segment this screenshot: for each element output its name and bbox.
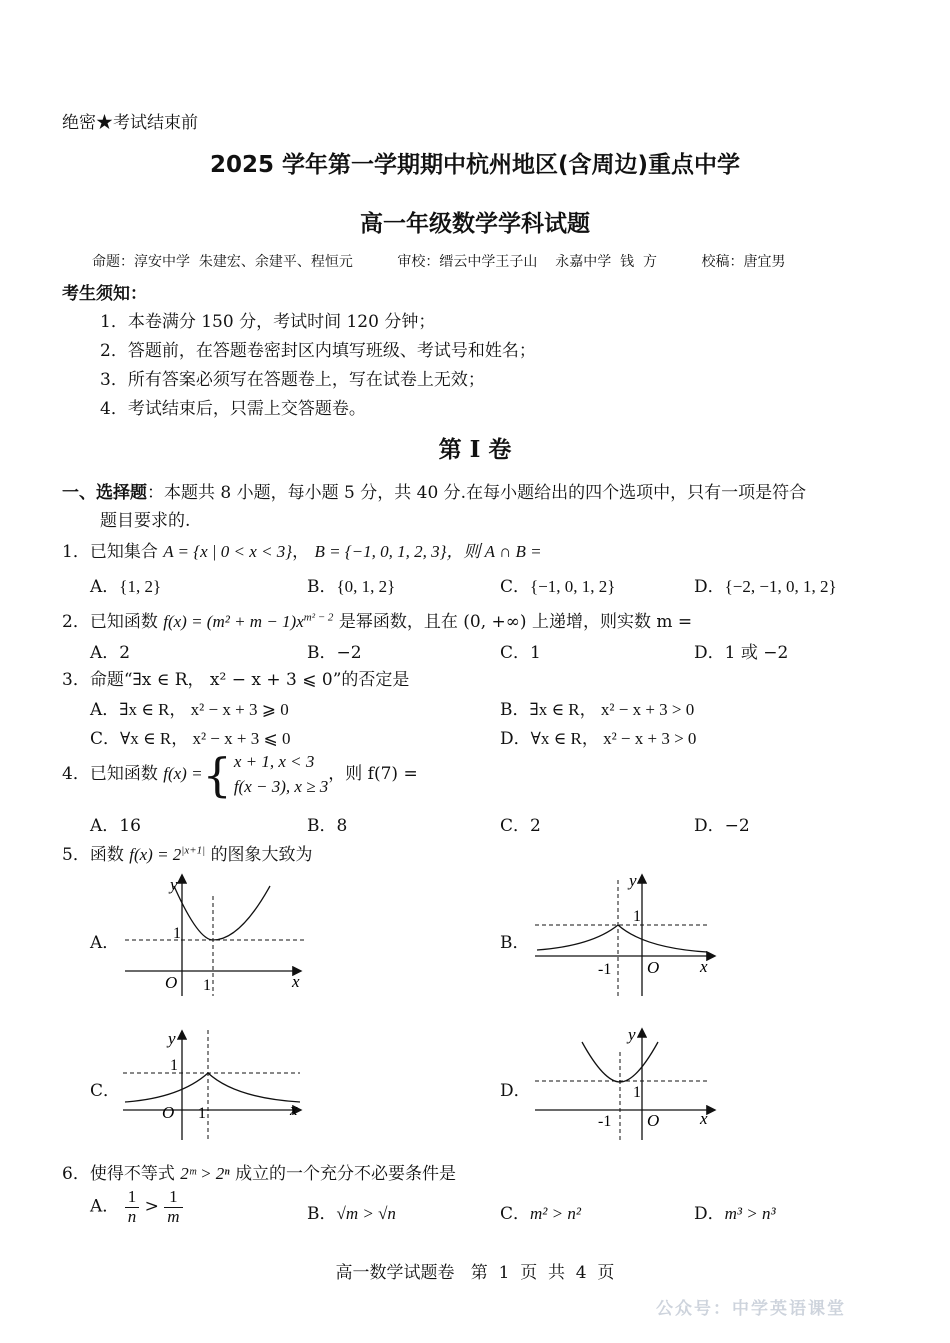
- q2-option-a-text: 2: [119, 643, 131, 663]
- fraction-left: [125, 1188, 140, 1226]
- question-4-number: 4．: [62, 764, 90, 785]
- q3-option-d[interactable]: [500, 724, 696, 749]
- q6-option-a[interactable]: [90, 1188, 183, 1226]
- question-4-stem: [62, 747, 418, 802]
- q6-option-b-text: √m > √n: [336, 1204, 396, 1223]
- q2-option-c-label: C．: [500, 643, 531, 663]
- question-2-func: f(x) = (m² + m − 1)x: [163, 612, 304, 631]
- section-1-line1: [62, 478, 806, 503]
- q3-option-c-label: C．: [90, 729, 121, 749]
- q1-option-b[interactable]: [307, 572, 395, 597]
- question-4-case-2: f(x − 3), x ≥ 3: [233, 776, 329, 796]
- question-4-case-1: x + 1, x < 3: [233, 752, 315, 771]
- q4-option-c-label: C．: [500, 816, 531, 836]
- q2-option-a-label: A．: [90, 643, 120, 663]
- curve: [125, 1073, 300, 1102]
- fraction-left-num: 1: [125, 1188, 140, 1208]
- origin-label: O: [647, 1111, 660, 1130]
- y-label: y: [168, 1029, 176, 1048]
- q1-option-c-text: {−1, 0, 1, 2}: [530, 577, 616, 596]
- q3-option-c[interactable]: [90, 724, 290, 749]
- y-label: y: [628, 1025, 636, 1044]
- question-4-text: 已知函数: [89, 764, 158, 785]
- q2-option-c[interactable]: [500, 638, 541, 663]
- notice-item-3: 3．所有答案必须写在答题卷上，写在试卷上无效；: [100, 370, 485, 390]
- q1-option-d-label: D．: [694, 577, 725, 597]
- q1-option-c[interactable]: [500, 572, 615, 597]
- one-x-label: 1: [203, 977, 211, 994]
- q5-graph-c: [120, 1022, 310, 1144]
- q4-option-b-text: 8: [336, 816, 348, 836]
- q1-option-c-label: C．: [500, 577, 531, 597]
- origin-label: O: [165, 973, 178, 992]
- q5-option-a[interactable]: A．: [90, 933, 120, 953]
- one-label: 1: [633, 908, 641, 925]
- notice-item-1: 1．本卷满分 150 分，考试时间 120 分钟；: [100, 312, 436, 332]
- fraction-left-den: n: [127, 1206, 137, 1226]
- q1-option-b-text: {0, 1, 2}: [336, 577, 396, 596]
- q1-option-a[interactable]: [90, 572, 161, 597]
- question-5-text: 函数: [89, 845, 124, 865]
- question-1-stem: 1．已知集合 A = {x | 0 < x < 3}， B = {−1, 0, 1, 2, 3}，则 A ∩ B =: [62, 542, 542, 562]
- question-5-exp: |x+1|: [181, 844, 206, 857]
- q4-option-d-text: −2: [724, 816, 750, 836]
- question-2-number: 2．: [62, 612, 90, 632]
- volume-title: 第 I 卷: [438, 436, 512, 463]
- question-4-cases: [234, 750, 328, 799]
- q3-option-d-label: D．: [500, 729, 531, 749]
- q1-option-d[interactable]: [694, 572, 837, 597]
- q3-option-d-text: ∀x ∈ R， x² − x + 3 > 0: [530, 729, 697, 748]
- curve: [537, 925, 707, 952]
- q5-option-d[interactable]: D．: [500, 1081, 531, 1101]
- q4-option-a-text: 16: [119, 816, 141, 836]
- q4-option-c[interactable]: [500, 811, 541, 836]
- q4-option-a[interactable]: [90, 811, 141, 836]
- page-footer: 高一数学试题卷 第 1 页 共 4 页: [335, 1263, 615, 1283]
- q3-option-a-label: A．: [90, 700, 120, 720]
- q6-option-d[interactable]: [694, 1199, 776, 1224]
- x-label: x: [292, 972, 300, 991]
- notice-item-2: 2．答题前，在答题卷密封区内填写班级、考试号和姓名；: [100, 341, 536, 361]
- question-5-stem: [62, 840, 313, 865]
- q5-option-b[interactable]: B．: [500, 933, 530, 953]
- credits-line: 命题：淳安中学 朱建宏、余建平、程恒元 审校：缙云中学王子山 永嘉中学 钱 方 校稿：唐宜男: [92, 254, 786, 270]
- q2-option-a[interactable]: [90, 638, 130, 663]
- q3-option-c-text: ∀x ∈ R， x² − x + 3 ⩽ 0: [120, 729, 291, 748]
- q1-option-b-label: B．: [307, 577, 337, 597]
- q6-option-d-text: m³ > n³: [724, 1204, 776, 1223]
- question-6-tail: 成立的一个充分不必要条件是: [235, 1164, 457, 1184]
- origin-label: O: [647, 958, 660, 977]
- one-label: 1: [633, 1084, 641, 1101]
- question-4-lhs: f(x) =: [163, 764, 203, 784]
- question-1-number: 1．: [62, 542, 90, 562]
- neg-one-label: -1: [598, 1113, 612, 1130]
- notice-item-4: 4．考试结束后，只需上交答题卷。: [100, 399, 366, 419]
- q4-option-b-label: B．: [307, 816, 337, 836]
- fraction-right: [164, 1188, 182, 1226]
- q3-option-a[interactable]: [90, 695, 289, 720]
- q3-option-b-label: B．: [500, 700, 530, 720]
- x-label: x: [290, 1100, 298, 1119]
- question-5-tail: 的图象大致为: [210, 845, 313, 865]
- curve: [174, 886, 270, 940]
- q1-option-a-label: A．: [90, 577, 120, 597]
- origin-label: O: [162, 1103, 175, 1122]
- q6-option-c-label: C．: [500, 1204, 531, 1224]
- question-2-exp: m² − 2: [303, 611, 334, 624]
- watermark: 公众号：中学英语课堂: [656, 1299, 846, 1319]
- q2-option-b[interactable]: [307, 638, 362, 663]
- question-1-tail: ，则 A ∩ B =: [446, 542, 542, 561]
- question-1-text: 已知集合: [89, 542, 158, 562]
- q4-option-b[interactable]: [307, 811, 347, 836]
- secret-label: 绝密★考试结束前: [62, 113, 198, 133]
- question-6-number: 6．: [62, 1164, 90, 1184]
- q5-option-c[interactable]: C．: [90, 1081, 121, 1101]
- q2-option-b-label: B．: [307, 643, 337, 663]
- q3-option-b[interactable]: [500, 695, 694, 720]
- q2-option-d-text: 1 或 −2: [724, 643, 789, 663]
- q2-option-b-text: −2: [336, 643, 362, 663]
- question-3-stem: [62, 665, 409, 690]
- section-1-label: 一、选择题: [62, 483, 147, 503]
- q4-option-a-label: A．: [90, 816, 120, 836]
- question-2-stem: [62, 607, 692, 632]
- question-4-tail: ，则 f(7) =: [328, 764, 418, 785]
- notice-heading: 考生须知：: [62, 284, 147, 304]
- question-2-text: 已知函数: [89, 612, 158, 632]
- fraction-right-num: 1: [164, 1188, 182, 1208]
- y-label: y: [170, 875, 178, 894]
- q1-option-a-text: {1, 2}: [119, 577, 162, 596]
- question-1-set-b: B = {−1, 0, 1, 2, 3}: [314, 542, 447, 561]
- q4-option-d-label: D．: [694, 816, 725, 836]
- exam-subtitle: 高一年级数学学科试题: [360, 211, 590, 237]
- fraction-right-den: m: [167, 1206, 180, 1226]
- question-4-brace: {: [202, 747, 232, 802]
- x-label: x: [700, 957, 708, 976]
- question-3-number: 3．: [62, 670, 90, 690]
- question-6-text: 使得不等式: [89, 1164, 175, 1184]
- question-6-stem: [62, 1159, 456, 1184]
- q2-option-c-text: 1: [530, 643, 541, 663]
- y-label: y: [629, 871, 637, 890]
- q3-option-b-text: ∃x ∈ R， x² − x + 3 > 0: [529, 700, 695, 719]
- q5-graph-d: [532, 1022, 722, 1144]
- question-3-text: 命题“∃x ∈ R， x² − x + 3 ⩽ 0”的否定是: [89, 670, 410, 690]
- exam-title: 2025 学年第一学期期中杭州地区(含周边)重点中学: [209, 152, 741, 178]
- q4-option-c-text: 2: [530, 816, 541, 836]
- section-1-line2: 题目要求的.: [100, 511, 191, 531]
- q4-option-d[interactable]: [694, 811, 750, 836]
- question-5-func: f(x) = 2: [129, 845, 182, 864]
- q5-graph-a: [120, 868, 310, 1000]
- question-2-tail: 是幂函数，且在 (0, +∞) 上递增，则实数 m =: [338, 612, 693, 632]
- q1-option-d-text: {−2, −1, 0, 1, 2}: [724, 577, 837, 596]
- q6-option-d-label: D．: [694, 1204, 725, 1224]
- one-label: 1: [170, 1057, 178, 1074]
- greater-than: >: [144, 1196, 159, 1217]
- neg-one-label: -1: [598, 961, 612, 978]
- question-6-inequality: 2ᵐ > 2ⁿ: [180, 1164, 230, 1183]
- one-label: 1: [173, 925, 181, 942]
- q2-option-d-label: D．: [694, 643, 725, 663]
- q6-option-c[interactable]: [500, 1199, 581, 1224]
- q6-option-a-label: A．: [90, 1196, 120, 1217]
- q2-option-d[interactable]: [694, 638, 788, 663]
- q6-option-b-label: B．: [307, 1204, 337, 1224]
- q3-option-a-text: ∃x ∈ R， x² − x + 3 ⩾ 0: [119, 700, 289, 719]
- q6-option-b[interactable]: [307, 1199, 396, 1224]
- section-1-desc: ：本题共 8 小题，每小题 5 分，共 40 分.在每小题给出的四个选项中，只有一项是符合: [147, 483, 807, 503]
- one-x-label: 1: [198, 1105, 206, 1122]
- q6-option-c-text: m² > n²: [530, 1204, 581, 1223]
- question-5-number: 5．: [62, 845, 90, 865]
- q5-graph-b: [532, 868, 722, 1000]
- question-1-set-a: A = {x | 0 < x < 3}: [163, 542, 293, 561]
- x-label: x: [700, 1109, 708, 1128]
